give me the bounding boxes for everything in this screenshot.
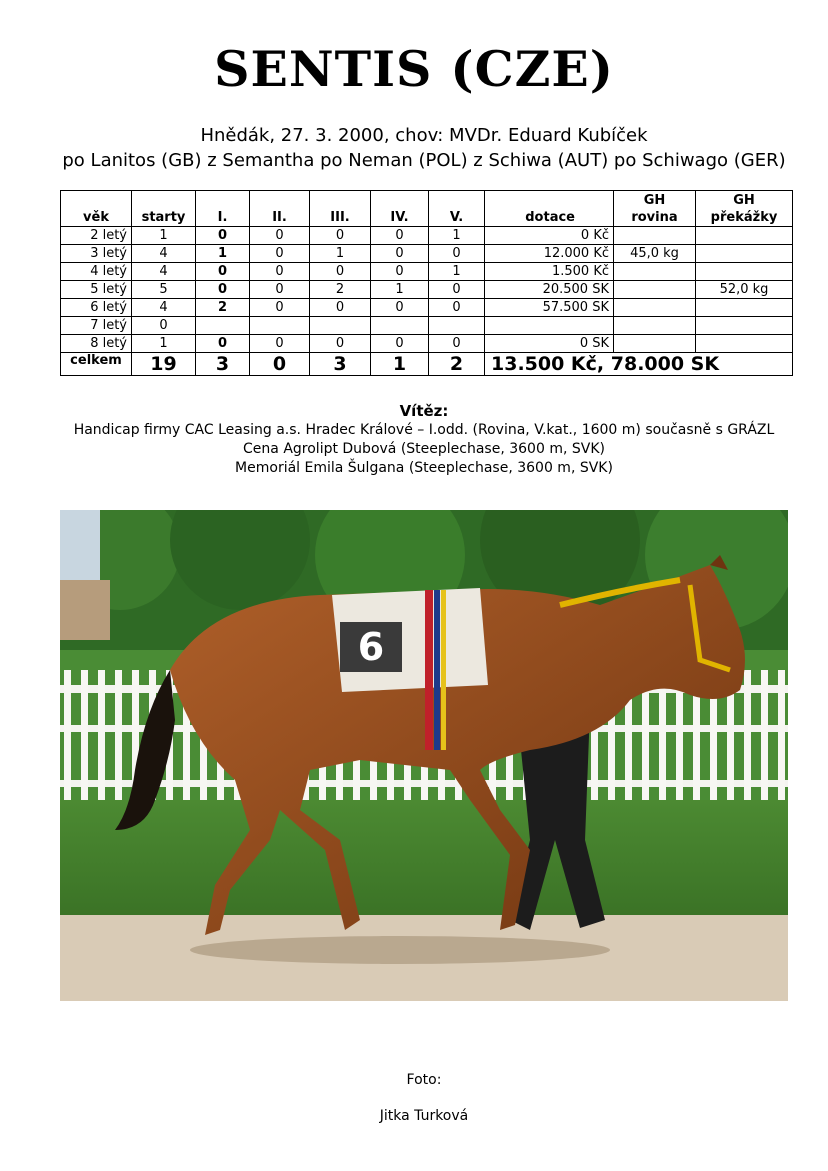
cell-second: 0	[250, 263, 310, 281]
table-row	[61, 263, 793, 281]
cell-third: 0	[310, 299, 371, 317]
cell-first: 0	[196, 335, 250, 353]
cell-first: 0	[196, 263, 250, 281]
cell-gh-flat	[614, 299, 696, 317]
header-fifth: V.	[429, 191, 485, 227]
cell-gh-flat	[614, 335, 696, 353]
horse-name-title: SENTIS (CZE)	[214, 40, 614, 98]
horse-photo	[60, 510, 788, 1001]
cell-second: 0	[250, 227, 310, 245]
header-fourth: IV.	[371, 191, 429, 227]
cell-age: 8 letý	[61, 335, 132, 353]
cell-starts: 0	[132, 317, 196, 335]
cell-third	[310, 317, 371, 335]
cell-age: 4 letý	[61, 263, 132, 281]
cell-first: 1	[196, 245, 250, 263]
cell-third: 0	[310, 263, 371, 281]
table-row	[61, 281, 793, 299]
total-starts: 19	[132, 353, 196, 376]
cell-fourth: 0	[371, 245, 429, 263]
cell-age: 7 letý	[61, 317, 132, 335]
header-gh-jump-line1: GH	[733, 193, 755, 208]
pedigree-line: po Lanitos (GB) z Semantha po Neman (POL) z Schiwa (AUT) po Schiwago (GER)	[62, 150, 786, 171]
cell-starts: 4	[132, 299, 196, 317]
cell-third: 0	[310, 227, 371, 245]
header-second: II.	[250, 191, 310, 227]
cell-first	[196, 317, 250, 335]
total-fourth: 1	[371, 353, 429, 376]
cell-gh-jump	[696, 227, 793, 245]
cell-first: 0	[196, 227, 250, 245]
cell-prize-money: 1.500 Kč	[485, 263, 614, 281]
cell-starts: 1	[132, 227, 196, 245]
cell-fifth: 1	[429, 227, 485, 245]
cell-fifth: 0	[429, 335, 485, 353]
cell-fifth	[429, 317, 485, 335]
table-row	[61, 317, 793, 335]
table-row	[61, 335, 793, 353]
total-first: 3	[196, 353, 250, 376]
cell-second: 0	[250, 335, 310, 353]
cell-prize-money: 57.500 SK	[485, 299, 614, 317]
race-statistics-table	[60, 190, 793, 376]
cell-gh-jump	[696, 245, 793, 263]
header-first: I.	[196, 191, 250, 227]
horse-photo-illustration	[60, 510, 788, 1001]
winner-race-1: Handicap firmy CAC Leasing a.s. Hradec Králové – I.odd. (Rovina, V.kat., 1600 m) současně s GRÁZL	[73, 422, 775, 438]
cell-fifth: 0	[429, 299, 485, 317]
header-gh-flat	[614, 191, 696, 227]
winner-race-3: Memoriál Emila Šulgana (Steeplechase, 3600 m, SVK)	[235, 460, 613, 476]
cell-age: 3 letý	[61, 245, 132, 263]
cell-third: 2	[310, 281, 371, 299]
table-row	[61, 245, 793, 263]
cell-age: 2 letý	[61, 227, 132, 245]
cell-second: 0	[250, 299, 310, 317]
cell-prize-money: 0 Kč	[485, 227, 614, 245]
total-prize-money: 13.500 Kč, 78.000 SK	[485, 353, 793, 376]
header-age: věk	[61, 191, 132, 227]
cell-third: 0	[310, 335, 371, 353]
cell-age: 5 letý	[61, 281, 132, 299]
building	[60, 580, 110, 640]
cell-prize-money: 0 SK	[485, 335, 614, 353]
table-header-row	[61, 191, 793, 227]
cell-third: 1	[310, 245, 371, 263]
photo-credit-name: Jitka Turková	[379, 1108, 469, 1124]
cell-second	[250, 317, 310, 335]
header-gh-jump	[696, 191, 793, 227]
cell-fifth: 0	[429, 245, 485, 263]
table-row	[61, 227, 793, 245]
cell-fourth: 1	[371, 281, 429, 299]
cell-gh-flat	[614, 281, 696, 299]
header-gh-flat-line1: GH	[643, 193, 666, 208]
header-gh-jump-line2: překážky	[710, 210, 778, 225]
shadow	[190, 936, 610, 964]
cell-gh-jump	[696, 299, 793, 317]
header-gh-flat-line2: rovina	[631, 210, 678, 225]
cell-age: 6 letý	[61, 299, 132, 317]
cell-prize-money: 12.000 Kč	[485, 245, 614, 263]
total-label: celkem	[61, 353, 132, 376]
winner-race-2: Cena Agrolipt Dubová (Steeplechase, 3600 m, SVK)	[243, 441, 605, 457]
grass	[60, 800, 788, 915]
cell-fifth: 0	[429, 281, 485, 299]
total-second: 0	[250, 353, 310, 376]
cell-fourth	[371, 317, 429, 335]
cell-prize-money	[485, 317, 614, 335]
cell-gh-flat	[614, 263, 696, 281]
cell-fourth: 0	[371, 299, 429, 317]
cell-starts: 5	[132, 281, 196, 299]
cell-starts: 4	[132, 263, 196, 281]
cell-second: 0	[250, 281, 310, 299]
cell-second: 0	[250, 245, 310, 263]
header-starts: starty	[132, 191, 196, 227]
cell-gh-jump	[696, 317, 793, 335]
total-fifth: 2	[429, 353, 485, 376]
header-prize-money: dotace	[485, 191, 614, 227]
winner-heading: Vítěz:	[399, 402, 449, 420]
cell-gh-jump: 52,0 kg	[696, 281, 793, 299]
header-third: III.	[310, 191, 371, 227]
cell-prize-money: 20.500 SK	[485, 281, 614, 299]
cell-fifth: 1	[429, 263, 485, 281]
cell-starts: 1	[132, 335, 196, 353]
cell-first: 0	[196, 281, 250, 299]
horse-details: Hnědák, 27. 3. 2000, chov: MVDr. Eduard Kubíček	[200, 125, 648, 146]
photo-credit-label: Foto:	[406, 1072, 442, 1088]
cell-fourth: 0	[371, 335, 429, 353]
cell-gh-flat: 45,0 kg	[614, 245, 696, 263]
cell-gh-jump	[696, 263, 793, 281]
cell-gh-flat	[614, 317, 696, 335]
cell-gh-flat	[614, 227, 696, 245]
total-third: 3	[310, 353, 371, 376]
cell-first: 2	[196, 299, 250, 317]
cell-fourth: 0	[371, 263, 429, 281]
table-row	[61, 299, 793, 317]
table-total-row	[61, 353, 793, 376]
cell-fourth: 0	[371, 227, 429, 245]
cell-starts: 4	[132, 245, 196, 263]
saddle-number: 6	[357, 625, 385, 669]
winner-section	[0, 402, 828, 478]
sky-patch	[60, 510, 100, 580]
cell-gh-jump	[696, 335, 793, 353]
